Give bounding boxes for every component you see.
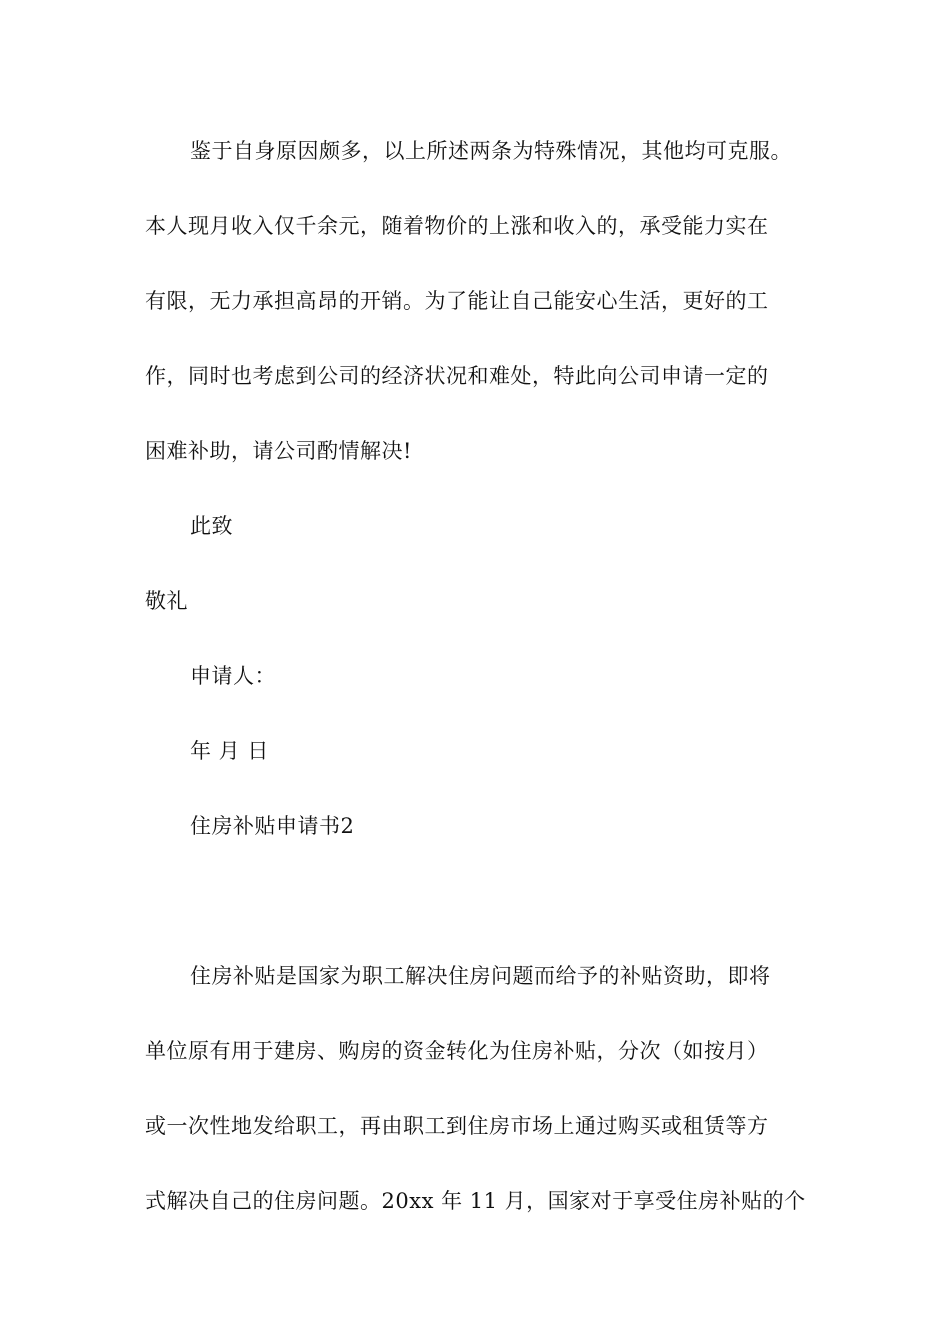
section-title: 住房补贴申请书2: [190, 814, 355, 838]
closing: 敬礼: [145, 589, 188, 613]
salutation: 此致: [190, 514, 233, 538]
applicant-label: 申请人：: [190, 664, 276, 688]
paragraph-line: 鉴于自身原因颇多，以上所述两条为特殊情况，其他均可克服。: [190, 139, 792, 163]
paragraph-line: 本人现月收入仅千余元，随着物价的上涨和收入的，承受能力实在: [145, 214, 769, 238]
date-line: 年 月 日: [190, 739, 269, 763]
paragraph-line: 有限，无力承担高昂的开销。为了能让自己能安心生活，更好的工: [145, 289, 769, 313]
paragraph-line: 或一次性地发给职工，再由职工到住房市场上通过购买或租赁等方: [145, 1114, 769, 1138]
paragraph-line: 住房补贴是国家为职工解决住房问题而给予的补贴资助，即将: [190, 964, 771, 988]
paragraph-line: 困难补助，请公司酌情解决!: [145, 439, 412, 463]
paragraph-line: 式解决自己的住房问题。20xx 年 11 月，国家对于享受住房补贴的个: [145, 1189, 806, 1213]
paragraph-line: 单位原有用于建房、购房的资金转化为住房补贴，分次（如按月）: [145, 1039, 769, 1063]
paragraph-line: 作，同时也考虑到公司的经济状况和难处，特此向公司申请一定的: [145, 364, 769, 388]
